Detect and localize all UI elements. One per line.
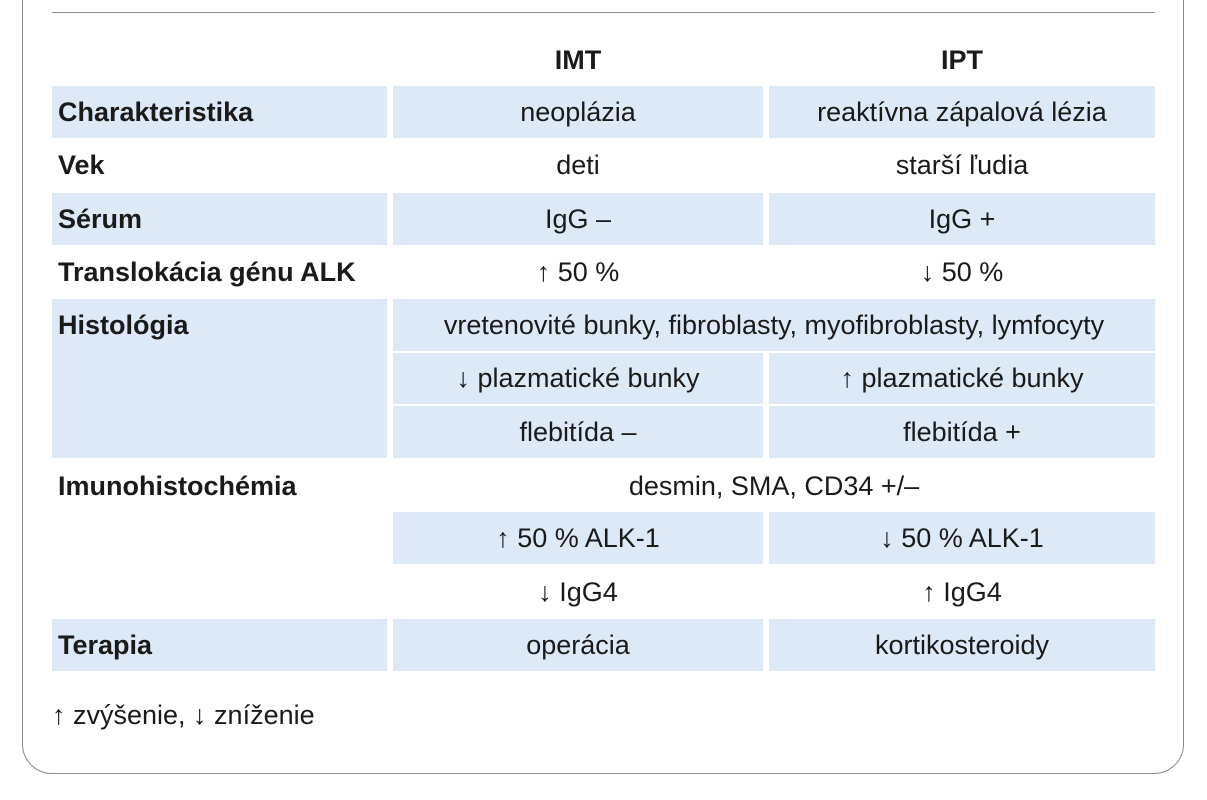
cell-imunohistochemia-imt-igg4: ↓ IgG4 (538, 576, 618, 607)
header-imt: IMT (554, 44, 602, 75)
row-label-translokacia: Translokácia génu ALK (58, 256, 356, 287)
cell-histologia-imt-plasma: ↓ plazmatické bunky (393, 353, 763, 404)
cell-histologia-ipt-flebitida: flebitída + (769, 406, 1155, 458)
cell-histologia-ipt-plasma: ↑ plazmatické bunky (769, 353, 1155, 404)
cell-imunohistochemia-ipt-igg4: ↑ IgG4 (922, 576, 1002, 607)
cell-serum-ipt: IgG + (769, 193, 1155, 245)
header-ipt: IPT (940, 44, 983, 75)
cell-terapia-imt: operácia (393, 619, 763, 671)
row-label-histologia: Histológia (52, 299, 387, 458)
row-label-imunohistochemia: Imunohistochémia (58, 470, 297, 501)
row-label-terapia: Terapia (52, 619, 387, 671)
row-label-serum: Sérum (52, 193, 387, 245)
cell-imunohistochemia-span: desmin, SMA, CD34 +/– (628, 470, 920, 501)
cell-charakteristika-ipt: reaktívna zápalová lézia (769, 86, 1155, 138)
cell-terapia-ipt: kortikosteroidy (769, 619, 1155, 671)
cell-translokacia-imt: ↑ 50 % (536, 256, 620, 287)
cell-translokacia-ipt: ↓ 50 % (920, 256, 1004, 287)
cell-vek-imt: deti (556, 149, 600, 180)
row-label-charakteristika: Charakteristika (52, 86, 387, 138)
row-label-vek: Vek (58, 149, 105, 180)
cell-imunohistochemia-ipt-alk: ↓ 50 % ALK-1 (769, 512, 1155, 564)
cell-vek-ipt: starší ľudia (895, 149, 1029, 180)
cell-histologia-span: vretenovité bunky, fibroblasty, myofibroblasty, lymfocyty (393, 299, 1155, 351)
top-divider (52, 12, 1155, 13)
cell-charakteristika-imt: neoplázia (393, 86, 763, 138)
cell-imunohistochemia-imt-alk: ↑ 50 % ALK-1 (393, 512, 763, 564)
footnote-legend: ↑ zvýšenie, ↓ zníženie (52, 700, 315, 730)
cell-histologia-imt-flebitida: flebitída – (393, 406, 763, 458)
cell-serum-imt: IgG – (393, 193, 763, 245)
